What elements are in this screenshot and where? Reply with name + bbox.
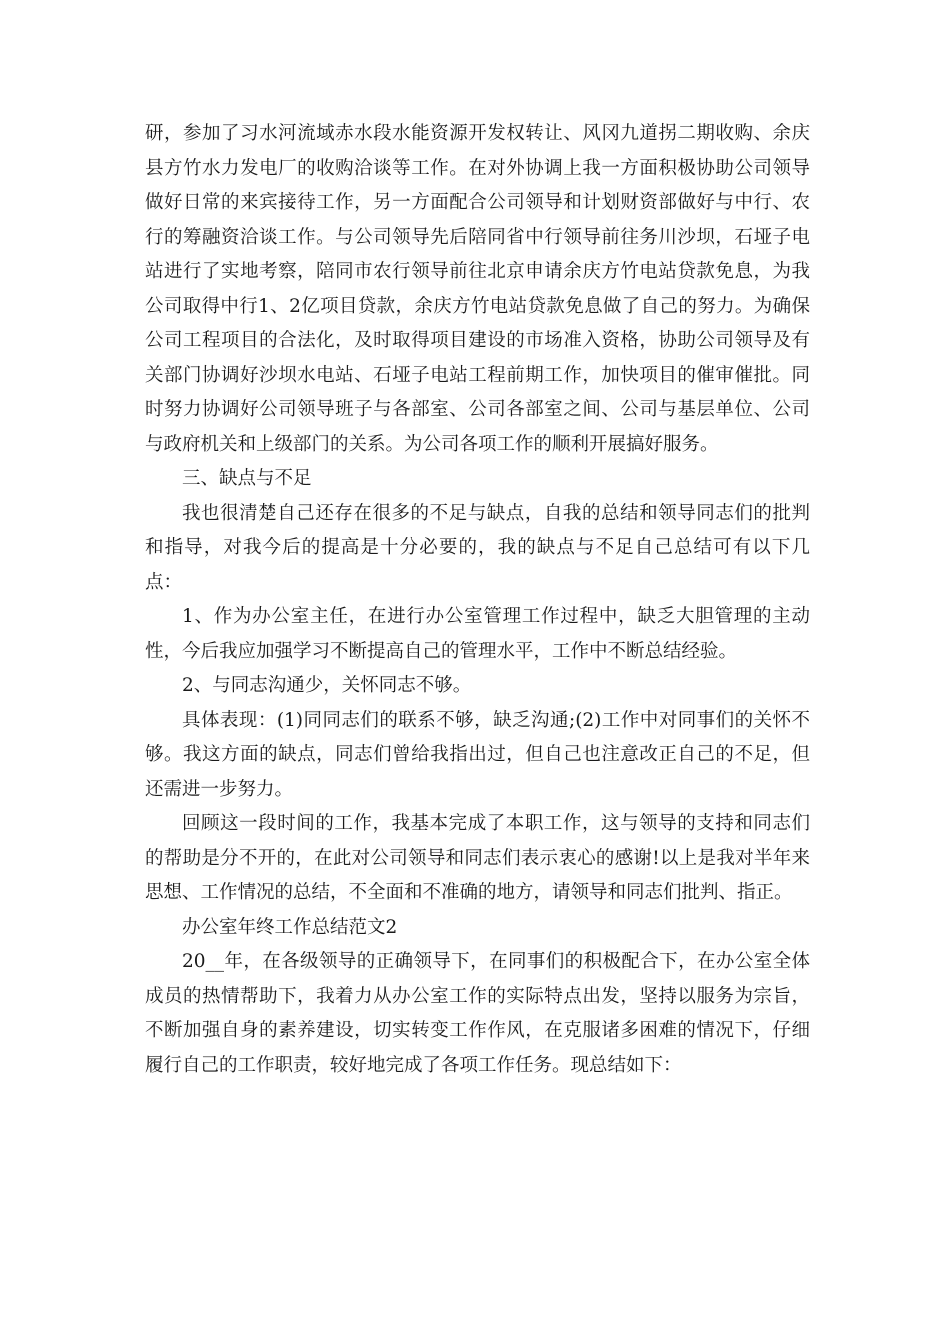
document-body xyxy=(145,117,810,1083)
section-heading-sample-2: 办公室年终工作总结范文2 xyxy=(182,916,398,938)
paragraph-point-1: 1、作为办公室主任，在进行办公室管理工作过程中，缺乏大胆管理的主动性，今后我应加强学习不断提高自己的管理水平，工作中不断总结经验。 xyxy=(145,606,810,662)
paragraph-point-2: 2、与同志沟通少，关怀同志不够。 xyxy=(182,675,472,696)
paragraph-sample-2-intro: 20__年，在各级领导的正确领导下，在同事们的积极配合下，在办公室全体成员的热情帮助下，我着力从办公室工作的实际特点出发，坚持以服务为宗旨，不断加强自身的素养建设，切实转变工作作风，在克服诸多困难的情况下，仔细履行自己的工作职责，较好地完成了各项工作任务。现总结如下： xyxy=(145,951,810,1076)
paragraph-specifics: 具体表现：(1)同同志们的联系不够，缺乏沟通;(2)工作中对同事们的关怀不够。我这方面的缺点，同志们曾给我指出过，但自己也注意改正自己的不足，但还需进一步努力。 xyxy=(145,709,810,800)
section-heading-shortcomings: 三、缺点与不足 xyxy=(182,468,312,489)
paragraph-continuation: 研，参加了习水河流域赤水段水能资源开发权转让、风冈九道拐二期收购、余庆县方竹水力发电厂的收购洽谈等工作。在对外协调上我一方面积极协助公司领导做好日常的来宾接待工作，另一方面配合公司领导和计划财资部做好与中行、农行的筹融资洽谈工作。与公司领导先后陪同省中行领导前往务川沙坝，石垭子电站进行了实地考察，陪同市农行领导前往北京申请余庆方竹电站贷款免息，为我公司取得中行1、2亿项目贷款，余庆方竹电站贷款免息做了自己的努力。为确保公司工程项目的合法化，及时取得项目建设的市场准入资格，协助公司领导及有关部门协调好沙坝水电站、石垭子电站工程前期工作，加快项目的催审催批。同时努力协调好公司领导班子与各部室、公司各部室之间、公司与基层单位、公司与政府机关和上级部门的关系。为公司各项工作的顺利开展搞好服务。 xyxy=(145,123,810,455)
paragraph-review: 回顾这一段时间的工作，我基本完成了本职工作，这与领导的支持和同志们的帮助是分不开的，在此对公司领导和同志们表示衷心的感谢!以上是我对半年来思想、工作情况的总结，不全面和不准确的地方，请领导和同志们批判、指正。 xyxy=(145,813,810,903)
paragraph-self-assessment: 我也很清楚自己还存在很多的不足与缺点，自我的总结和领导同志们的批判和指导，对我今后的提高是十分必要的，我的缺点与不足自己总结可有以下几点： xyxy=(145,502,810,593)
